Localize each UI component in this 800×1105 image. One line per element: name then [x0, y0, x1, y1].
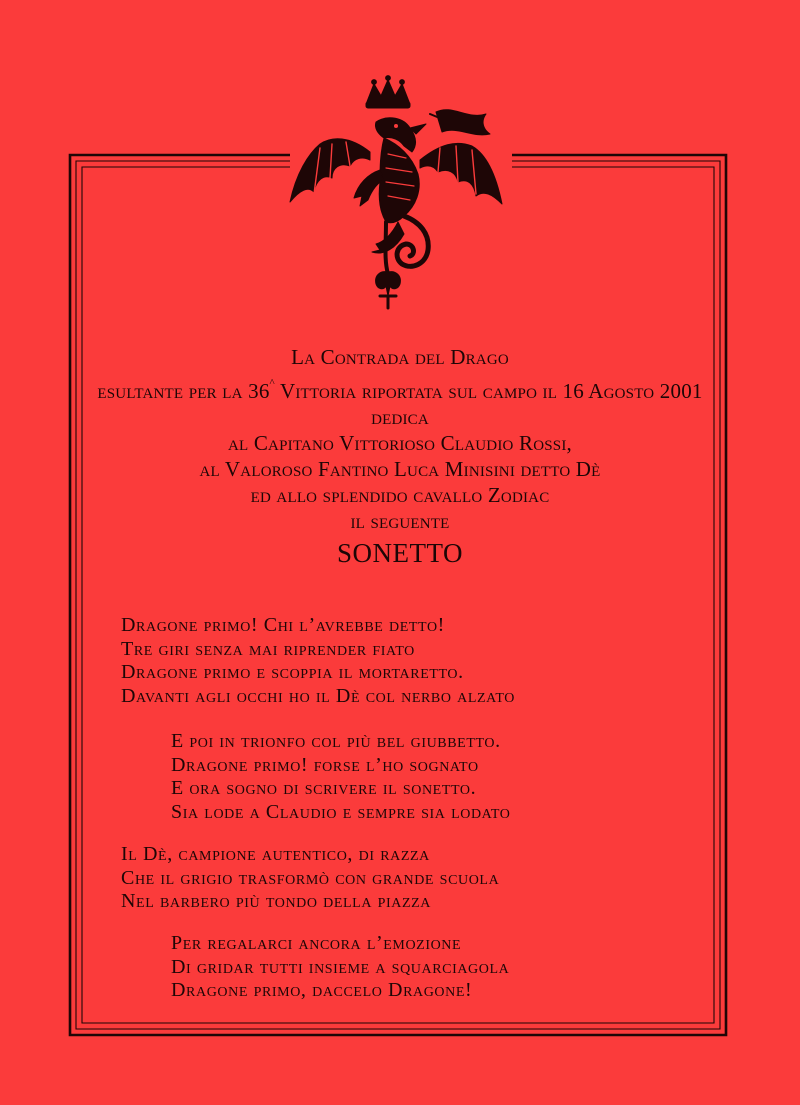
horse-line: ed allo splendido cavallo Zodiac [250, 483, 550, 507]
verse: Di gridar tutti insieme a squarciagola [171, 955, 510, 978]
stanza-4 [0, 932, 800, 1003]
verse: Dragone primo e scoppia il mortaretto. [121, 661, 464, 683]
verse: Nel barbero più tondo della piazza [121, 890, 432, 912]
dedication-header [90, 344, 710, 570]
victory-line-end: Vittoria riportata sul campo il 16 Agosto 2001 [274, 379, 703, 403]
captain-line: al Capitano Vittorioso Claudio Rossi, [228, 431, 572, 455]
verse: Dragone primo! Chi l’avrebbe detto! [121, 614, 445, 636]
victory-line [90, 370, 710, 404]
verse: E ora sogno di scrivere il sonetto. [171, 777, 477, 799]
verse: Davanti agli occhi ho il Dè col nerbo alzato [121, 684, 515, 707]
jockey-line: al Valoroso Fantino Luca Minisini detto Dè [199, 457, 601, 481]
verse: E poi in trionfo col più bel giubbetto. [171, 730, 501, 752]
verse: Dragone primo! forse l’ho sognato [171, 753, 479, 776]
victory-line-start: esultante per la 36 [97, 379, 270, 403]
contrada-name: La Contrada del Drago [291, 345, 509, 369]
verse: Per regalarci ancora l’emozione [171, 932, 462, 954]
verse: Che il grigio trasformò con grande scuola [121, 866, 500, 889]
verse: Tre giri senza mai riprender fiato [121, 637, 415, 660]
stanza-1 [0, 614, 800, 708]
verse: Sia lode a Claudio e sempre sia lodato [171, 800, 511, 823]
ordinal-mark: ^ [269, 377, 275, 389]
page-title: SONETTO [336, 538, 463, 568]
crowned-dragon-emblem-icon [280, 74, 510, 314]
verse: Il Dè, campione autentico, di razza [121, 843, 430, 865]
dedica-line: dedica [371, 405, 429, 429]
stanza-3 [0, 843, 800, 914]
stanza-2 [0, 730, 800, 824]
following-line: il seguente [350, 509, 450, 533]
verse: Dragone primo, daccelo Dragone! [171, 979, 473, 1001]
